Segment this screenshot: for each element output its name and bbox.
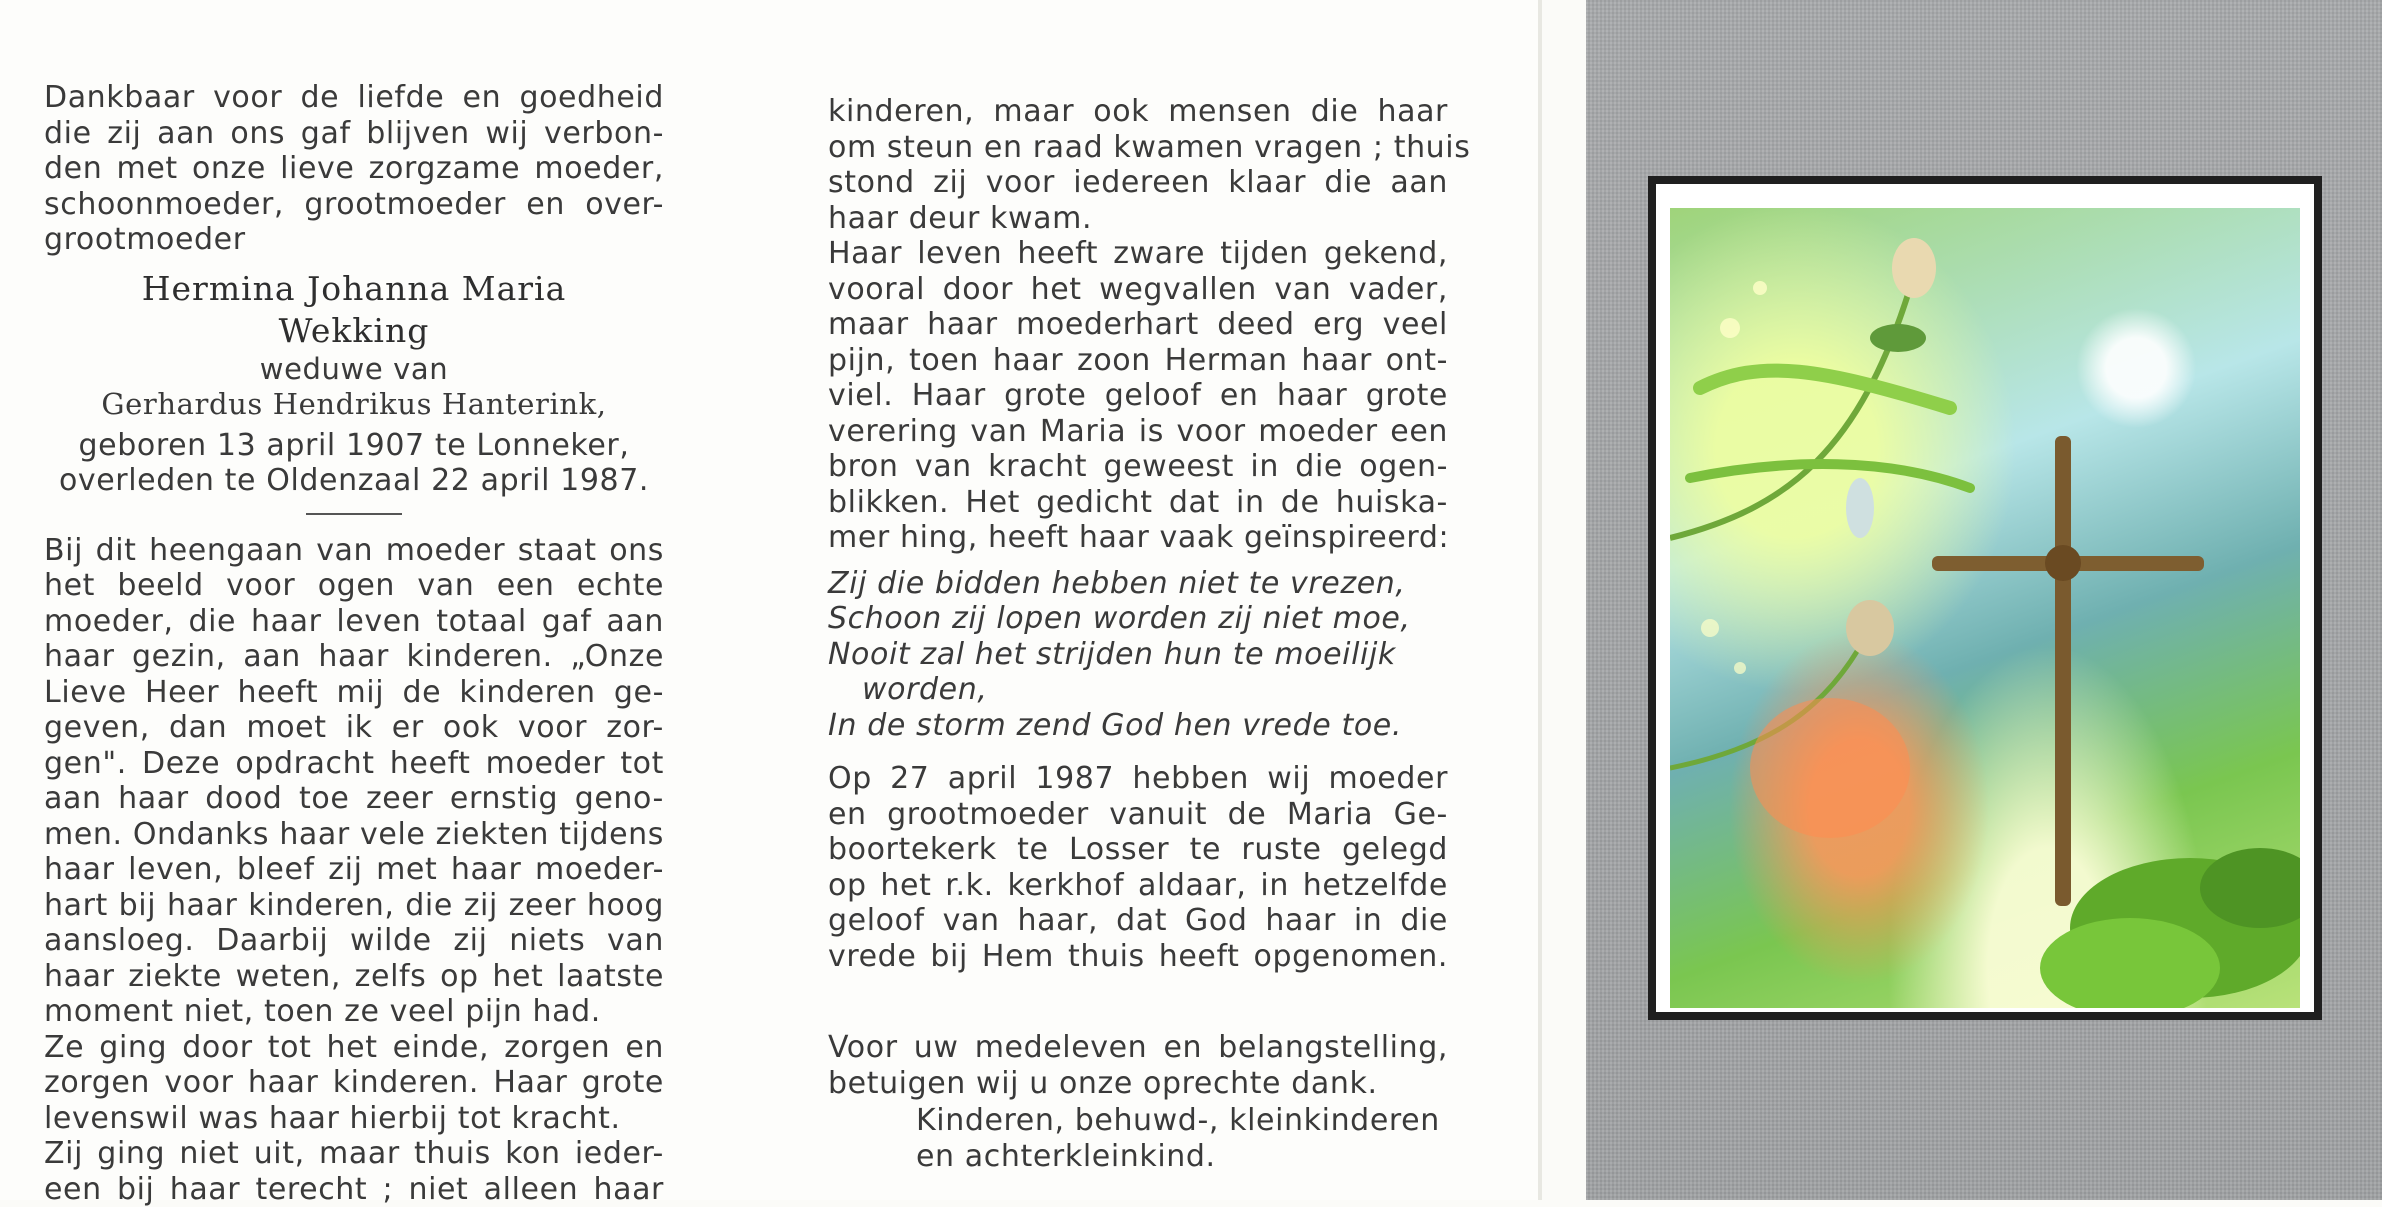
cross-center (2045, 545, 2081, 581)
poem-line: Zij die bidden hebben niet te vrezen, (828, 566, 1448, 602)
flower-bud (1846, 600, 1894, 656)
spouse-name: Gerhardus Hendrikus Hanterink, (44, 386, 664, 422)
text-line: verering van Maria is voor moeder een (828, 414, 1448, 450)
text-line: blikken. Het gedicht dat in de huiska- (828, 485, 1448, 521)
text-line: aansloeg. Daarbij wilde zij niets van (44, 923, 664, 959)
text-line: kinderen, maar ook mensen die haar (828, 94, 1448, 130)
text-line: pijn, toen haar zoon Herman haar ont- (828, 343, 1448, 379)
divider-rule (306, 513, 402, 515)
text-line: een bij haar terecht ; niet alleen haar (44, 1172, 664, 1207)
poem-line: Schoon zij lopen worden zij niet moe, (828, 601, 1448, 637)
poem-line: Nooit zal het strijden hun te moeilijk (828, 637, 1448, 673)
text-line: en grootmoeder vanuit de Maria Ge- (828, 797, 1448, 833)
text-line: Bij dit heengaan van moeder staat ons (44, 533, 664, 569)
text-column-right (828, 94, 1448, 1174)
text-line: mer hing, heeft haar vaak geïnspireerd: (828, 520, 1448, 556)
text-line: Haar leven heeft zware tijden gekend, (828, 236, 1448, 272)
text-line: schoonmoeder, grootmoeder en over- (44, 187, 664, 223)
signature-line: Kinderen, behuwd-, kleinkinderen (828, 1103, 1448, 1139)
text-line: viel. Haar grote geloof en haar grote (828, 378, 1448, 414)
card-cover (1586, 0, 2382, 1200)
text-line: Dankbaar voor de liefde en goedheid (44, 80, 664, 116)
photo-mat (1656, 184, 2314, 1012)
text-line: die zij aan ons gaf blijven wij verbon- (44, 116, 664, 152)
poem (828, 566, 1448, 744)
text-line: moeder, die haar leven totaal gaf aan (44, 604, 664, 640)
text-line: bron van kracht geweest in die ogen- (828, 449, 1448, 485)
widow-of-label: weduwe van (44, 352, 664, 386)
text-column-left (44, 80, 664, 1207)
text-line: moment niet, toen ze veel pijn had. (44, 994, 664, 1030)
cross-upright (2055, 436, 2071, 906)
signature-line: en achterkleinkind. (828, 1139, 1448, 1175)
text-line: Ze ging door tot het einde, zorgen en (44, 1030, 664, 1066)
text-line: aan haar dood toe zeer ernstig geno- (44, 781, 664, 817)
text-line: vrede bij Hem thuis heeft opgenomen. (828, 939, 1448, 975)
photo-frame (1648, 176, 2322, 1020)
text-line: het beeld voor ogen van een echte (44, 568, 664, 604)
orange-blossom (1750, 698, 1910, 838)
text-line: Zij ging niet uit, maar thuis kon ieder- (44, 1136, 664, 1172)
text-line: vooral door het wegvallen van vader, (828, 272, 1448, 308)
text-line: haar leven, bleef zij met haar moeder- (44, 852, 664, 888)
deceased-name-line2: Wekking (44, 310, 664, 352)
text-line: gen". Deze opdracht heeft moeder tot (44, 746, 664, 782)
text-line: hart bij haar kinderen, die zij zeer hoog (44, 888, 664, 924)
text-line: Op 27 april 1987 hebben wij moeder (828, 761, 1448, 797)
text-line: Lieve Heer heeft mij de kinderen ge- (44, 675, 664, 711)
eulogy-paragraph (44, 533, 664, 1207)
burial-paragraph (828, 761, 1448, 974)
text-line: op het r.k. kerkhof aldaar, in hetzelfde (828, 868, 1448, 904)
text-line: maar haar moederhart deed erg veel (828, 307, 1448, 343)
text-line: stond zij voor iedereen klaar die aan (828, 165, 1448, 201)
poem-line: In de storm zend God hen vrede toe. (828, 708, 1448, 744)
text-line: geven, dan moet ik er ook voor zor- (44, 710, 664, 746)
intro-paragraph (44, 80, 664, 258)
thanks-paragraph (828, 1030, 1448, 1101)
eulogy-continuation (828, 94, 1448, 556)
flower-bud (1892, 238, 1936, 298)
poem-line: worden, (828, 672, 1448, 708)
birth-line: geboren 13 april 1907 te Lonneker, (44, 428, 664, 464)
text-line: den met onze lieve zorgzame moeder, (44, 151, 664, 187)
card-fold (1538, 0, 1542, 1200)
death-line: overleden te Oldenzaal 22 april 1987. (44, 463, 664, 499)
signature (828, 1103, 1448, 1174)
text-line: levenswil was haar hierbij tot kracht. (44, 1101, 664, 1137)
deceased-name-line1: Hermina Johanna Maria (44, 268, 664, 310)
text-line: om steun en raad kwamen vragen ; thuis (828, 130, 1448, 166)
text-line: men. Ondanks haar vele ziekten tijdens (44, 817, 664, 853)
text-line: betuigen wij u onze oprechte dank. (828, 1066, 1448, 1102)
text-line: geloof van haar, dat God haar in die (828, 903, 1448, 939)
text-line: zorgen voor haar kinderen. Haar grote (44, 1065, 664, 1101)
cross-with-flowers-illustration (1670, 208, 2300, 1008)
text-line: haar ziekte weten, zelfs op het laatste (44, 959, 664, 995)
text-line: haar gezin, aan haar kinderen. „Onze (44, 639, 664, 675)
text-line: haar deur kwam. (828, 201, 1448, 237)
cross-with-flowers-photo (1670, 208, 2300, 1008)
text-line: grootmoeder (44, 222, 664, 258)
text-line: Voor uw medeleven en belangstelling, (828, 1030, 1448, 1066)
text-line: boortekerk te Losser te ruste gelegd (828, 832, 1448, 868)
